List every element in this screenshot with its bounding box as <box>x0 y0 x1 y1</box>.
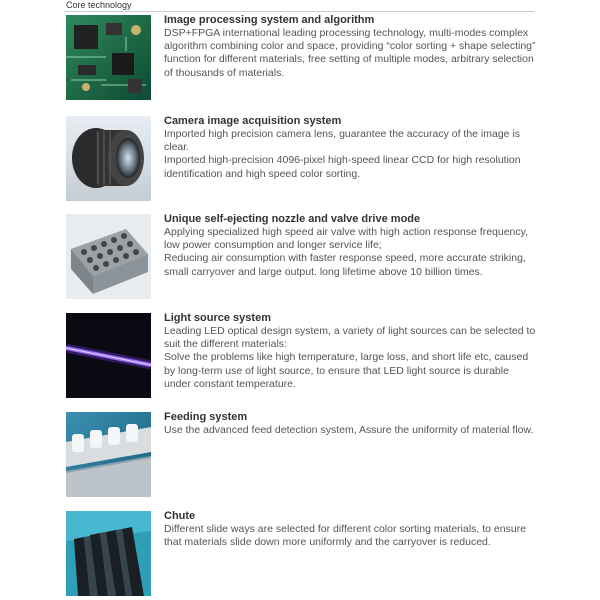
camera-lens-icon <box>66 116 151 201</box>
chute-icon <box>66 511 151 596</box>
title-divider <box>64 11 534 12</box>
feeder-icon <box>66 412 151 497</box>
valve-block-icon <box>66 214 151 299</box>
feature-description: Different slide ways are selected for different color sorting materials, to ensure that materials slide down more uniformly and the carryover is reduced. <box>164 523 527 549</box>
feature-description: Applying specialized high speed air valve with high action response frequency, low power consumption and longer service life; Reducing air consumption with faster response speed, more accurate striking, small carryover and large output. long lifetime above 10 billion times. <box>164 226 529 278</box>
feature-heading: Feeding system <box>164 411 248 423</box>
feature-description: DSP+FPGA international leading processing technology, multi-modes complex algorithm combining color and space, providing “color sorting + shape selecting” function for different materials, free setting of multiple modes, arbitrary selection of thousands of materials. <box>164 27 536 79</box>
feature-description: Use the advanced feed detection system, Assure the uniformity of material flow. <box>164 424 534 436</box>
circuit-board-icon <box>66 15 151 100</box>
led-strip-icon <box>66 313 151 398</box>
feature-heading: Image processing system and algorithm <box>164 14 375 26</box>
feature-heading: Chute <box>164 510 196 522</box>
feature-description: Leading LED optical design system, a variety of light sources can be selected to suit the different materials: Solve the problems like high temperature, large loss, and short life etc, caused by long-term use of light source, to ensure that LED light source is durable under constant temperature. <box>164 325 536 390</box>
feature-heading: Unique self-ejecting nozzle and valve drive mode <box>164 213 421 225</box>
section-title: Core technology <box>66 0 132 10</box>
feature-description: Imported high precision camera lens, guarantee the accuracy of the image is clear. Imported high-precision 4096-pixel high-speed linear CCD for high resolution identification and high speed color sorting. <box>164 128 521 180</box>
feature-heading: Camera image acquisition system <box>164 115 342 127</box>
feature-heading: Light source system <box>164 312 271 324</box>
